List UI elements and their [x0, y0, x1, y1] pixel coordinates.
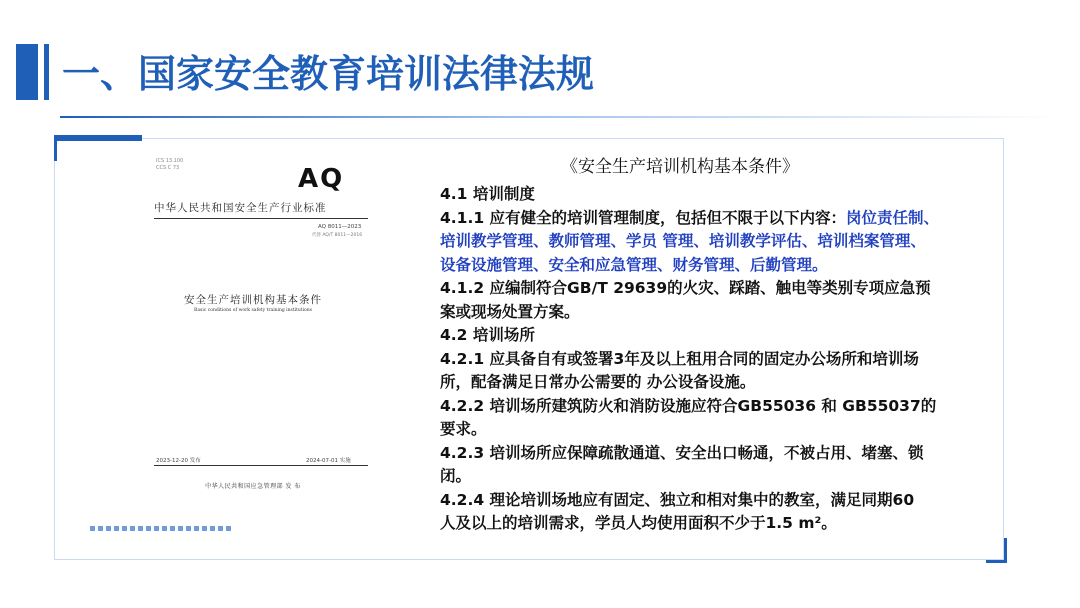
section-4-2-heading: 4.2 培训场所 — [440, 326, 535, 344]
cover-replaces: 代替 AQ/T 8011—2016 — [312, 233, 363, 238]
cover-standard-number: AQ 8011—2023 — [318, 224, 362, 230]
title-divider — [60, 116, 1060, 118]
cover-title-cn: 安全生产培训机构基本条件 — [184, 294, 322, 306]
clause-4-2-4-line1: 4.2.4 理论培训场地应有固定、独立和相对集中的教室，满足同期60 — [440, 490, 915, 509]
clause-4-1-1 — [440, 207, 1000, 231]
decorative-dashes — [90, 526, 231, 531]
clause-4-2-1-line2: 所，配备满足日常办公需要的 办公设备设施。 — [440, 373, 756, 391]
cover-publish-date: 2023-12-20 发布 — [156, 458, 201, 464]
clause-4-2-4-line2: 人及以上的培训需求，学员人均使用面积不少于1.5 m²。 — [440, 514, 837, 532]
clause-4-2-2-line1: 4.2.2 培训场所建筑防火和消防设施应符合GB55036 和 GB55037的 — [440, 396, 937, 415]
clause-4-2-3-line2: 闭。 — [440, 467, 472, 485]
clause-4-2-2-line2: 要求。 — [440, 420, 487, 438]
cover-implement-date: 2024-07-01 实施 — [306, 458, 351, 464]
clause-4-1-1-text: 4.1.1 应有健全的培训管理制度，包括但不限于以下内容： — [440, 208, 847, 227]
cover-divider-bottom — [154, 465, 368, 466]
clause-4-2-3-line1: 4.2.3 培训场所应保障疏散通道、安全出口畅通，不被占用、堵塞、锁 — [440, 443, 924, 462]
cover-title-en: Basic conditions of work safety training institutions — [194, 308, 312, 313]
clause-4-1-2-line2: 案或现场处置方案。 — [440, 302, 580, 321]
title-accent-bar-thin — [44, 44, 49, 100]
cover-classification-codes — [156, 158, 183, 172]
cover-series-logo: AQ — [298, 164, 345, 194]
cover-ics-code: ICS 13.100 — [156, 158, 184, 164]
standard-text — [440, 152, 1000, 536]
clause-4-1-1-highlight: 岗位责任制、 — [846, 208, 940, 227]
clause-4-1-1-highlight-line3: 设备设施管理、安全和应急管理、财务管理、后勤管理。 — [440, 255, 828, 274]
cover-ccs-code: CCS C 73 — [156, 165, 180, 171]
clause-4-2-1-line1: 4.2.1 应具备自有或签署3年及以上租用合同的固定办公场所和培训场 — [440, 349, 919, 368]
cover-divider — [154, 218, 368, 219]
frame-corner-top-left — [54, 138, 77, 161]
cover-issuer: 中华人民共和国应急管理部 发 布 — [205, 483, 301, 490]
book-title: 《安全生产培训机构基本条件》 — [561, 157, 799, 177]
frame-corner-bottom-right — [986, 538, 1007, 563]
page-title: 一、国家安全教育培训法律法规 — [62, 52, 595, 96]
standard-cover-image — [138, 150, 368, 545]
section-4-1-heading: 4.1 培训制度 — [440, 185, 535, 203]
cover-standard-type: 中华人民共和国安全生产行业标准 — [154, 202, 327, 214]
clause-4-1-2-line1: 4.1.2 应编制符合GB/T 29639的火灾、踩踏、触电等类别专项应急预 — [440, 279, 931, 297]
title-accent-bar — [16, 44, 38, 100]
clause-4-1-1-highlight-line2: 培训教学管理、教师管理、学员 管理、培训教学评估、培训档案管理、 — [440, 232, 926, 250]
